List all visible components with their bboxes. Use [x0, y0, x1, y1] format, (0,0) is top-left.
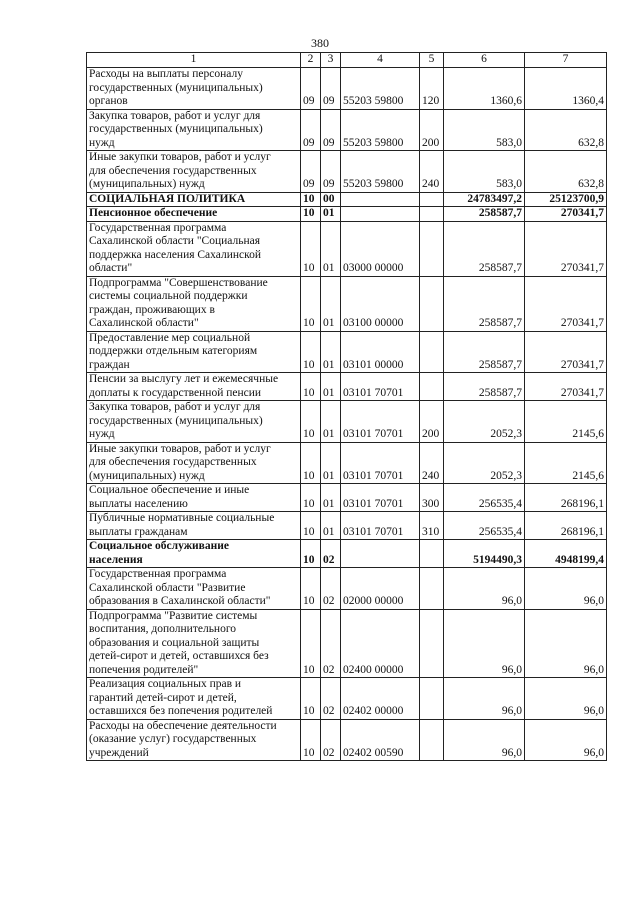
row-name-line: Подпрограмма "Развитие системы — [89, 609, 258, 622]
row-amount-col6: 258587,7 — [444, 221, 525, 276]
row-expense-type — [420, 207, 444, 222]
row-name — [87, 192, 301, 207]
row-name-line: Иные закупки товаров, работ и услуг — [89, 442, 271, 455]
table-row — [87, 192, 607, 207]
row-expense-type — [420, 221, 444, 276]
row-name-line: детей-сирот и детей, оставшихся без — [89, 650, 269, 662]
row-amount-col6: 258587,7 — [444, 331, 525, 373]
row-name-line: поддержки отдельным категориям — [89, 345, 258, 357]
row-name — [87, 678, 301, 720]
row-name-line: гарантий детей-сирот и детей, — [89, 691, 237, 704]
row-name-line: области" — [89, 262, 133, 274]
row-subsection-code: 09 — [321, 109, 341, 151]
row-target-article: 03100 00000 — [341, 276, 420, 331]
row-name-line: Государственная программа — [89, 568, 227, 580]
table-row — [87, 609, 607, 678]
row-expense-type: 240 — [420, 442, 444, 484]
row-subsection-code: 00 — [321, 192, 341, 207]
row-subsection-code: 02 — [321, 568, 341, 610]
row-name-line: государственных (муниципальных) — [89, 81, 263, 94]
row-expense-type: 200 — [420, 109, 444, 151]
row-amount-col7: 268196,1 — [525, 484, 607, 512]
page-number: 380 — [311, 36, 329, 50]
row-amount-col7: 2145,6 — [525, 442, 607, 484]
header-col-2: 2 — [301, 53, 321, 68]
row-name-line: для обеспечения государственных — [89, 456, 257, 468]
row-amount-col6: 258587,7 — [444, 207, 525, 222]
header-col-4: 4 — [341, 53, 420, 68]
row-name-line: СОЦИАЛЬНАЯ ПОЛИТИКА — [89, 192, 246, 205]
row-name-line: (муниципальных) нужд — [89, 178, 205, 190]
row-amount-col6: 24783497,2 — [444, 192, 525, 207]
row-subsection-code: 02 — [321, 678, 341, 720]
row-expense-type — [420, 540, 444, 568]
row-name-line: нужд — [89, 428, 115, 440]
row-amount-col6: 1360,6 — [444, 68, 525, 110]
row-amount-col7: 25123700,9 — [525, 192, 607, 207]
row-amount-col6: 96,0 — [444, 609, 525, 678]
row-amount-col6: 256535,4 — [444, 484, 525, 512]
row-section-code: 10 — [301, 609, 321, 678]
row-section-code: 09 — [301, 68, 321, 110]
row-name-line: образования в Сахалинской области" — [89, 595, 271, 607]
row-amount-col6: 2052,3 — [444, 442, 525, 484]
row-name-line: Государственная программа — [89, 221, 227, 234]
row-amount-col7: 270341,7 — [525, 331, 607, 373]
row-name-line: Публичные нормативные социальные — [89, 512, 275, 524]
row-name-line: органов — [89, 95, 128, 107]
table-row — [87, 151, 607, 193]
row-name-line: доплаты к государственной пенсии — [89, 386, 262, 399]
row-name — [87, 609, 301, 678]
row-expense-type — [420, 678, 444, 720]
table-row — [87, 276, 607, 331]
row-target-article: 03101 00000 — [341, 331, 420, 373]
row-section-code: 09 — [301, 151, 321, 193]
table-row — [87, 331, 607, 373]
row-subsection-code: 01 — [321, 221, 341, 276]
row-expense-type — [420, 373, 444, 401]
row-target-article — [341, 540, 420, 568]
row-name-line: Закупка товаров, работ и услуг для — [89, 401, 261, 413]
row-section-code: 10 — [301, 401, 321, 443]
table-row — [87, 568, 607, 610]
row-name-line: граждан, проживающих в — [89, 303, 215, 316]
row-expense-type: 240 — [420, 151, 444, 193]
row-expense-type — [420, 568, 444, 610]
row-name — [87, 331, 301, 373]
row-amount-col7: 632,8 — [525, 151, 607, 193]
table-row — [87, 401, 607, 443]
row-expense-type: 200 — [420, 401, 444, 443]
row-amount-col7: 4948199,4 — [525, 540, 607, 568]
row-name — [87, 68, 301, 110]
row-amount-col6: 96,0 — [444, 678, 525, 720]
row-name-line: (муниципальных) нужд — [89, 469, 205, 482]
row-section-code: 10 — [301, 207, 321, 222]
row-section-code: 10 — [301, 276, 321, 331]
row-subsection-code: 01 — [321, 207, 341, 222]
row-amount-col6: 258587,7 — [444, 373, 525, 401]
row-name-line: Сахалинской области "Социальная — [89, 235, 260, 247]
row-name-line: граждан — [89, 358, 130, 371]
row-amount-col7: 268196,1 — [525, 512, 607, 540]
row-amount-col6: 5194490,3 — [444, 540, 525, 568]
row-amount-col6: 96,0 — [444, 719, 525, 761]
row-name — [87, 151, 301, 193]
row-name — [87, 276, 301, 331]
row-name-line: поддержка населения Сахалинской — [89, 248, 262, 261]
row-amount-col7: 1360,4 — [525, 68, 607, 110]
row-name-line: выплаты гражданам — [89, 525, 188, 538]
row-name-line: государственных (муниципальных) — [89, 414, 263, 427]
row-name-line: выплаты населению — [89, 497, 188, 510]
row-target-article — [341, 207, 420, 222]
budget-table — [86, 52, 607, 761]
row-name — [87, 401, 301, 443]
row-name — [87, 373, 301, 401]
row-subsection-code: 01 — [321, 442, 341, 484]
row-amount-col7: 96,0 — [525, 568, 607, 610]
row-target-article: 03101 70701 — [341, 484, 420, 512]
row-section-code: 10 — [301, 331, 321, 373]
row-subsection-code: 09 — [321, 151, 341, 193]
row-name-line: Расходы на выплаты персоналу — [89, 68, 243, 80]
row-target-article: 02402 00000 — [341, 678, 420, 720]
row-expense-type: 310 — [420, 512, 444, 540]
row-subsection-code: 02 — [321, 609, 341, 678]
row-section-code: 10 — [301, 678, 321, 720]
table-row — [87, 68, 607, 110]
row-name-line: попечения родителей" — [89, 663, 199, 676]
row-name-line: системы социальной поддержки — [89, 290, 248, 302]
row-name-line: Иные закупки товаров, работ и услуг — [89, 151, 271, 163]
row-name-line: воспитания, дополнительного — [89, 623, 237, 635]
row-target-article: 03000 00000 — [341, 221, 420, 276]
row-name — [87, 221, 301, 276]
row-subsection-code: 02 — [321, 540, 341, 568]
row-subsection-code: 01 — [321, 331, 341, 373]
row-target-article: 03101 70701 — [341, 442, 420, 484]
row-name-line: Закупка товаров, работ и услуг для — [89, 109, 261, 122]
header-col-6: 6 — [444, 53, 525, 68]
row-amount-col7: 96,0 — [525, 719, 607, 761]
row-name-line: образования и социальной защиты — [89, 636, 260, 649]
row-amount-col7: 270341,7 — [525, 373, 607, 401]
row-target-article: 55203 59800 — [341, 109, 420, 151]
row-name-line: Пенсии за выслугу лет и ежемесячные — [89, 373, 279, 385]
row-amount-col7: 270341,7 — [525, 207, 607, 222]
row-target-article: 02402 00590 — [341, 719, 420, 761]
row-subsection-code: 01 — [321, 276, 341, 331]
row-amount-col7: 270341,7 — [525, 221, 607, 276]
row-target-article: 02000 00000 — [341, 568, 420, 610]
row-name — [87, 540, 301, 568]
row-amount-col7: 96,0 — [525, 678, 607, 720]
row-name — [87, 568, 301, 610]
row-section-code: 09 — [301, 109, 321, 151]
table-row — [87, 719, 607, 761]
table-row — [87, 221, 607, 276]
row-name — [87, 512, 301, 540]
row-name — [87, 484, 301, 512]
row-subsection-code: 01 — [321, 484, 341, 512]
row-target-article: 02400 00000 — [341, 609, 420, 678]
table-row — [87, 512, 607, 540]
table-row — [87, 678, 607, 720]
table-row — [87, 109, 607, 151]
row-expense-type — [420, 192, 444, 207]
row-name-line: (оказание услуг) государственных — [89, 733, 257, 745]
row-name-line: нужд — [89, 136, 115, 149]
row-section-code: 10 — [301, 192, 321, 207]
row-amount-col7: 2145,6 — [525, 401, 607, 443]
table-row — [87, 207, 607, 222]
header-col-7: 7 — [525, 53, 607, 68]
row-target-article — [341, 192, 420, 207]
row-target-article: 55203 59800 — [341, 151, 420, 193]
row-name-line: Реализация социальных прав и — [89, 678, 242, 690]
header-col-5: 5 — [420, 53, 444, 68]
table-row — [87, 442, 607, 484]
row-name-line: Сахалинской области" — [89, 317, 199, 329]
row-amount-col7: 632,8 — [525, 109, 607, 151]
row-target-article: 03101 70701 — [341, 373, 420, 401]
row-name — [87, 109, 301, 151]
row-amount-col6: 2052,3 — [444, 401, 525, 443]
table-row — [87, 540, 607, 568]
row-name-line: для обеспечения государственных — [89, 164, 257, 177]
row-section-code: 10 — [301, 568, 321, 610]
row-name-line: оставшихся без попечения родителей — [89, 705, 273, 717]
row-name-line: Пенсионное обеспечение — [89, 207, 218, 219]
row-expense-type — [420, 719, 444, 761]
header-col-1: 1 — [87, 53, 301, 68]
row-name-line: Социальное обслуживание — [89, 540, 229, 552]
row-target-article: 03101 70701 — [341, 512, 420, 540]
row-amount-col6: 256535,4 — [444, 512, 525, 540]
table-body — [87, 68, 607, 761]
row-section-code: 10 — [301, 512, 321, 540]
row-name-line: населения — [89, 553, 143, 566]
row-section-code: 10 — [301, 442, 321, 484]
row-amount-col6: 583,0 — [444, 151, 525, 193]
row-section-code: 10 — [301, 540, 321, 568]
row-section-code: 10 — [301, 484, 321, 512]
row-target-article: 03101 70701 — [341, 401, 420, 443]
row-amount-col6: 258587,7 — [444, 276, 525, 331]
row-expense-type — [420, 331, 444, 373]
row-name-line: Предоставление мер социальной — [89, 331, 251, 344]
header-col-3: 3 — [321, 53, 341, 68]
table-row — [87, 373, 607, 401]
row-name-line: Социальное обеспечение и иные — [89, 484, 250, 496]
row-expense-type: 120 — [420, 68, 444, 110]
row-expense-type — [420, 609, 444, 678]
row-name — [87, 719, 301, 761]
row-name — [87, 207, 301, 222]
row-section-code: 10 — [301, 373, 321, 401]
row-subsection-code: 01 — [321, 512, 341, 540]
row-subsection-code: 02 — [321, 719, 341, 761]
row-expense-type — [420, 276, 444, 331]
row-name-line: учреждений — [89, 746, 149, 759]
row-subsection-code: 01 — [321, 401, 341, 443]
row-expense-type: 300 — [420, 484, 444, 512]
row-name-line: Сахалинской области "Развитие — [89, 581, 246, 594]
row-name-line: Расходы на обеспечение деятельности — [89, 719, 277, 732]
row-name — [87, 442, 301, 484]
row-section-code: 10 — [301, 221, 321, 276]
row-subsection-code: 01 — [321, 373, 341, 401]
row-name-line: Подпрограмма "Совершенствование — [89, 276, 268, 289]
row-section-code: 10 — [301, 719, 321, 761]
table-row — [87, 484, 607, 512]
row-amount-col7: 270341,7 — [525, 276, 607, 331]
header-row — [87, 53, 607, 68]
row-subsection-code: 09 — [321, 68, 341, 110]
row-amount-col7: 96,0 — [525, 609, 607, 678]
row-amount-col6: 96,0 — [444, 568, 525, 610]
row-amount-col6: 583,0 — [444, 109, 525, 151]
row-name-line: государственных (муниципальных) — [89, 123, 263, 135]
row-target-article: 55203 59800 — [341, 68, 420, 110]
